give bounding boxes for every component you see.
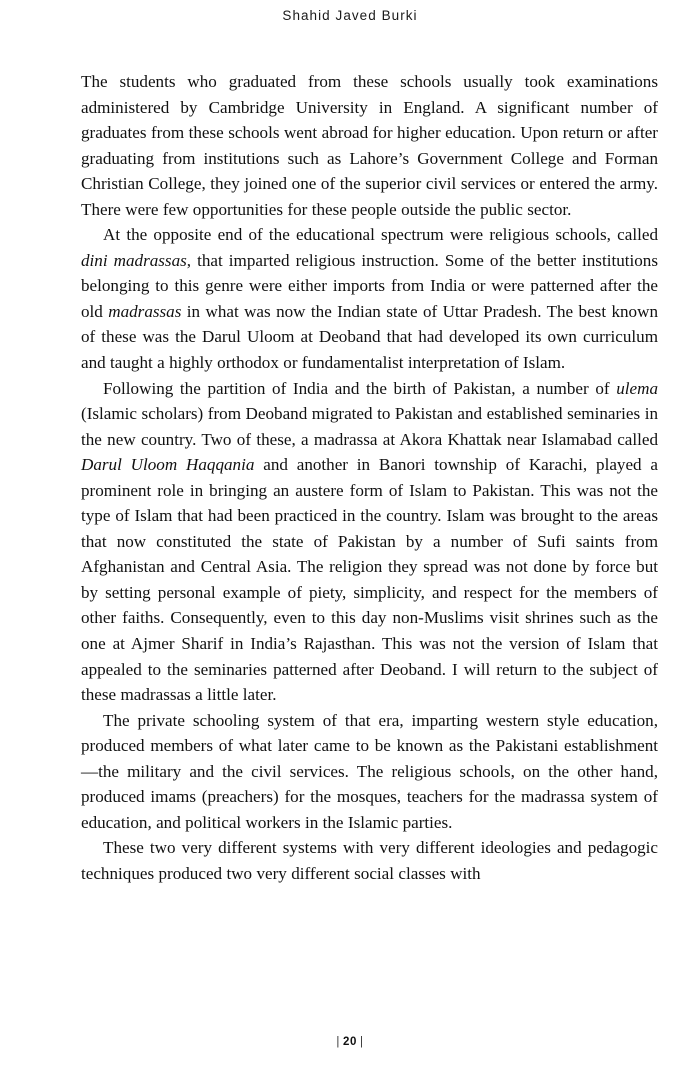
para-5: These two very different systems with very different ideologies and pedagogic techniques produced two very different social classes with: [81, 838, 658, 883]
para-1: The students who graduated from these schools usually took examinations administered by Cambridge University in England. A significant number of graduates from these schools went abroad for higher education. Upon return or after graduating from institutions such as Lahore’s Government College and Forman Christian College, they joined one of the superior civil services or entered the army. There were few opportunities for these people outside the public sector.: [81, 72, 658, 219]
italic-term: Darul Uloom Haqqania: [81, 455, 255, 475]
page-folio: [0, 1036, 700, 1048]
folio-page-number: 20: [343, 1036, 357, 1048]
folio-right-rule: |: [360, 1036, 364, 1048]
para-4: The private schooling system of that era, imparting western style education, produced members of what later came to be known as the Pakistani establishment—the military and the civil services. The religious schools, on the other hand, produced imams (preachers) for the mosques, teachers for the madrassa system of education, and political workers in the Islamic parties.: [81, 710, 658, 832]
running-head-author: Shahid Javed Burki: [282, 8, 418, 23]
para-2: At the opposite end of the educational spectrum were religious schools, called dini madrassas, that imparted religious instruction. Some of the better institutions belonging to this genre were either imports from India or were patterned after the old madrassas in what was now the Indian state of Uttar Pradesh. The best known of these was the Darul Uloom at Deoband that had developed its own curriculum and taught a highly orthodox or fundamentalist interpretation of Islam.: [81, 225, 658, 373]
body-text-block: [81, 69, 658, 887]
italic-term: ulema: [616, 378, 658, 398]
folio-left-rule: |: [336, 1036, 340, 1048]
italic-term: madrassas: [108, 301, 182, 321]
italic-term: dini madrassas: [81, 250, 187, 270]
para-3: Following the partition of India and the birth of Pakistan, a number of ulema (Islamic scholars) from Deoband migrated to Pakistan and established seminaries in the new country. Two of these, a madrassa at Akora Khattak near Islamabad called Darul Uloom Haqqania and another in Banori township of Karachi, played a prominent role in bringing an austere form of Islam to Pakistan. This was not the type of Islam that had been practiced in the country. Islam was brought to the areas that now constituted the state of Pakistan by a number of Sufi saints from Afghanistan and Central Asia. The religion they spread was not done by force but by setting personal example of piety, simplicity, and respect for the members of other faiths. Consequently, even to this day non-Muslims visit shrines such as the one at Ajmer Sharif in India’s Rajasthan. This was not the version of Islam that appealed to the seminaries patterned after Deoband. I will return to the subject of these madrassas a little later.: [81, 378, 659, 705]
